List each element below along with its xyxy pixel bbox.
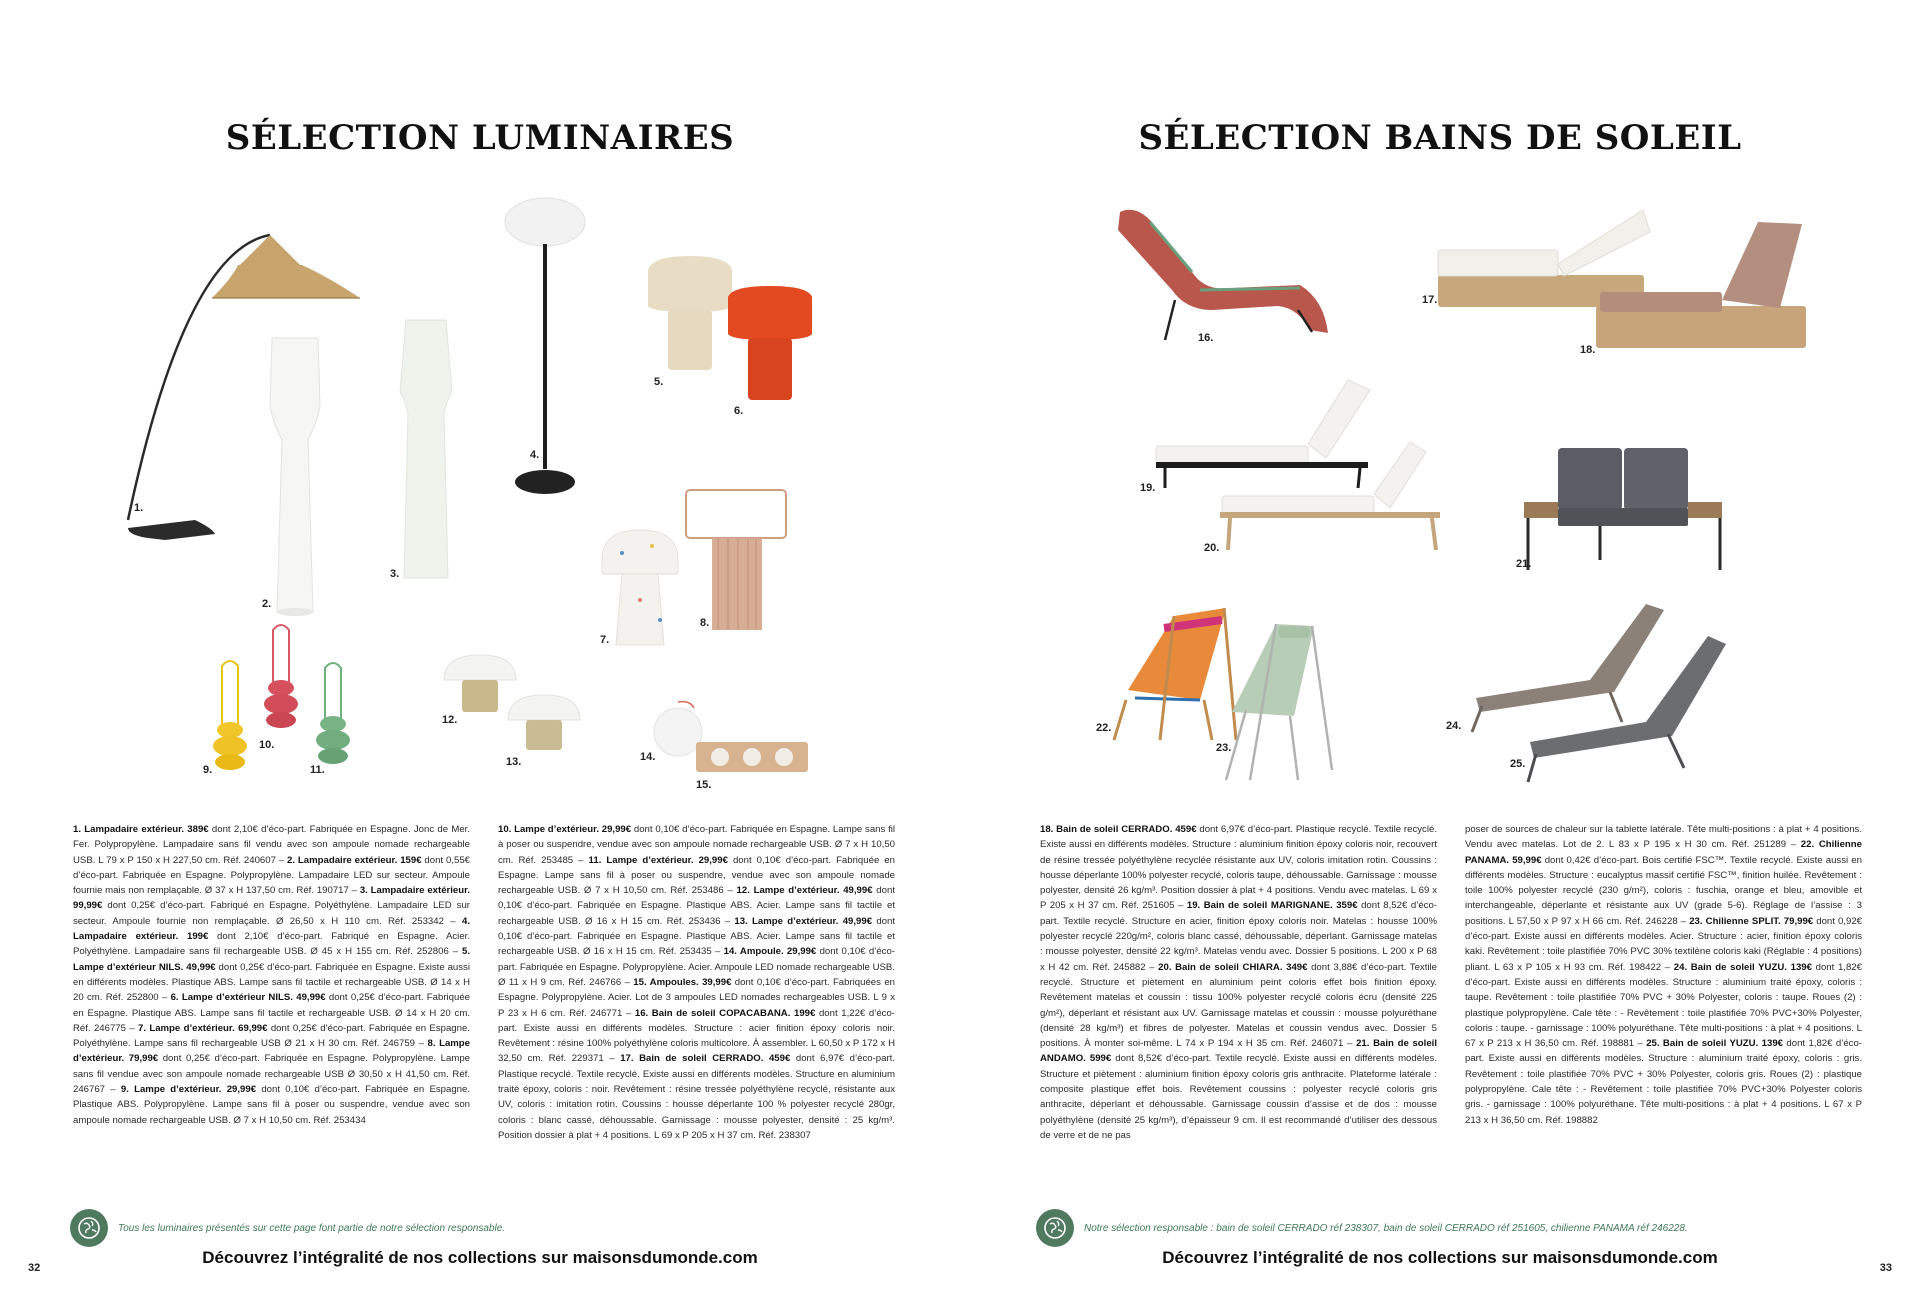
description-column <box>498 822 895 1143</box>
product-heading: 11. Lampe d’extérieur. 29,99€ <box>588 854 728 866</box>
product-number-10: 10. <box>259 739 275 751</box>
product-description: dont 0,10€ d’éco-part. Fabriquée en Espagne. Plastique ABS. Acier. Lampe sans fil tactile et rechargeable USB. Ø 16 x H 15 cm. Réf. 253436 – <box>498 885 895 927</box>
product-heading: 8. Lampe d’extérieur. 79,99€ <box>73 1038 471 1065</box>
description-column <box>1040 822 1437 1143</box>
product-description: dont 0,55€ d’éco-part. Fabriquée en Espagne. Polypropylène. Lampadaire LED sur secteur. Ampoule fournie mais non remplaçable. Ø 37 x H 137,50 cm. Réf. 190717 – <box>73 854 470 897</box>
product-heading: 12. Lampe d’extérieur. 49,99€ <box>736 885 873 897</box>
description-column <box>1465 822 1862 1128</box>
product-number-5: 5. <box>654 376 664 388</box>
product-description: dont 0,10€ d’éco-part. Fabriquée en Espagne. Plastique ABS. Acier. Lampe sans fil tactile et rechargeable USB. Ø 16 x H 15 cm. Réf. 253435 – <box>498 915 895 958</box>
product-description: dont 8,52€ d’éco-part. Textile recyclé. Structure en acier, finition époxy coloris noir. Matelas : housse 100% polyester recyclé 220g/m², coloris blanc cassé, déhoussable, déperlant. Garnissage matelas : mousse polyester, densité 22 kg/m³. Matelas vendu avec. Dossier 5 positions. L 200 x P 68 x H 42 cm. Réf. 245882 – <box>1040 900 1437 973</box>
product-heading: 7. Lampe d’extérieur. 69,99€ <box>137 1022 268 1034</box>
product-description: dont 0,42€ d’éco-part. Bois certifié FSC™. Textile recyclé. Existe aussi en différents modèles. Structure : eucalyptus massif certifié FSC™, finition huilée. Revêtement : toile 100% polyester recyclé (230 g/m²), coloris : fuschia, orange et bleu, amovible et interchangeable, déperlante et résistante aux UV (grade 5-6). Réglage de l’assise : 3 positions. L 57,50 x P 97 x H 66 cm. Réf. 246228 – <box>1465 854 1862 927</box>
product-description: dont 8,52€ d’éco-part. Textile recyclé. Existe aussi en différents modèles. Structure et piètement : aluminium finition époxy coloris gris anthracite. Plateforme latérale : composite plastique effet bois. Revêtement coussins : polyester recyclé coloris gris anthracite, déperlant et déhoussable. Garnissage coussin d’assise et de dos : mousse polyéthylène (densité 25 kg/m³), d’épaisseur 9 cm. Il est recommandé d’utiliser des dessous de verre et de ne pas <box>1040 1053 1437 1141</box>
product-image-24 <box>1472 604 1664 732</box>
product-number-3: 3. <box>390 568 400 580</box>
note-text: Tous les luminaires présentés sur cette page font partie de notre sélection responsable. <box>118 1222 506 1234</box>
product-number-6: 6. <box>734 405 744 417</box>
footer-link-text: Découvrez l’intégralité de nos collections sur maisonsdumonde.com <box>1162 1248 1718 1267</box>
product-image-21 <box>1524 448 1722 570</box>
product-description: dont 1,22€ d’éco-part. Existe aussi en différents modèles. Structure : acier finition époxy coloris noir. Revêtement : résine 100% polyéthylène coloris multicolore. À assembler. L 60,50 x P 172 x H 32,50 cm. Réf. 229371 – <box>498 1007 895 1065</box>
product-description: dont 0,10€ d’éco-part. Fabriquées en Espagne. Polypropylène. Acier. Lot de 3 ampoules LED nomades rechargeables USB. L 9 x P 23 x H 6 cm. Réf. 246771 – <box>498 976 895 1019</box>
product-number-19: 19. <box>1140 482 1156 494</box>
product-heading: 22. Chilienne PANAMA. 59,99€ <box>1465 839 1862 866</box>
product-description: dont 0,10€ d’éco-part. Fabriquée en Espagne. Polypropylène. Acier. Ampoule LED nomade rechargeable USB. Ø 11 x H 9 cm. Réf. 246766 – <box>498 946 895 988</box>
product-description: dont 6,97€ d’éco-part. Plastique recyclé. Textile recyclé. Existe aussi en différents modèles. Structure : aluminium finition époxy coloris noir, recouvert de résine tressée polyéthylène recyclée résistante aux UV, coloris imitation rotin. Coussins : housse déperlante 100% polyester recyclé, coloris taupe, déhoussable. Garnissage : mousse polyester, densité 26 kg/m³. Position dossier à plat + 4 positions. Vendu avec matelas. L 69 x P 205 x H 37 cm. Réf. 251605 – <box>1040 824 1437 912</box>
product-number-4: 4. <box>530 449 540 461</box>
product-number-14: 14. <box>640 751 656 763</box>
product-heading: 20. Bain de soleil CHIARA. 349€ <box>1158 961 1308 973</box>
page-number: 32 <box>28 1262 41 1274</box>
page-title-luminaires: SÉLECTION LUMINAIRES <box>225 118 735 158</box>
product-description: dont 1,82€ d’éco-part. Existe aussi en différents modèles. Structure : aluminium traité époxy, coloris : taupe. Revêtement : toile plastifiée 70% PVC + 30% Polyester, coloris : taupe. Roues (2) : plastique polypropylène. Cale tête : - Revêtement : toile plastifiée 70% PVC+30% Polyester, coloris : taupe. - garnissage : 100% polyuréthane. Tête multi-positions : à plat + 4 positions. L 67 x P 213 x H 36,50 cm. Réf. 198881 – <box>1465 961 1862 1050</box>
product-image-5 <box>648 256 732 370</box>
product-number-16: 16. <box>1198 332 1214 344</box>
responsible-selection-note <box>70 1208 505 1248</box>
product-image-4 <box>505 198 585 494</box>
product-heading: 19. Bain de soleil MARIGNANE. 359€ <box>1186 900 1358 912</box>
product-number-17: 17. <box>1422 294 1438 306</box>
footer-link-text: Découvrez l’intégralité de nos collections sur maisonsdumonde.com <box>202 1248 758 1267</box>
product-image-23 <box>1226 624 1332 780</box>
product-description: dont 0,10€ d’éco-part. Fabriquée en Espagne. Lampe sans fil à poser ou suspendre, vendue avec son ampoule nomade rechargeable USB. Ø 7 x H 10,50 cm. Réf. 253485 – <box>498 824 895 866</box>
product-image-1 <box>128 235 360 540</box>
product-description: dont 0,25€ d’éco-part. Fabriquée en Espagne. Polypropylène. Lampe sans fil vendue avec son ampoule nomade rechargeable USB Ø 30,50 x H 41,50 cm. Réf. 246767 – <box>73 1053 470 1096</box>
product-number-9: 9. <box>203 764 213 776</box>
product-heading: 24. Bain de soleil YUZU. 139€ <box>1673 961 1812 973</box>
product-image-6 <box>728 286 812 400</box>
page-number: 33 <box>1879 1262 1892 1274</box>
product-description: dont 0,25€ d’éco-part. Fabriquée en Espagne. Existe aussi en différents modèles. Plastique ABS. Lampe sans fil tactile et rechargeable USB. Ø 14 x H 20 cm. Réf. 252800 – <box>73 961 470 1004</box>
product-number-22: 22. <box>1096 722 1112 734</box>
product-description: dont 0,25€ d’éco-part. Fabriqué en Espagne. Polyéthylène. Lampadaire LED sur secteur. Ampoule fournie non remplaçable. Ø 26,50 x H 110 cm. Réf. 253342 – <box>73 900 470 927</box>
product-heading: 2. Lampadaire extérieur. 159€ <box>287 854 422 866</box>
product-description: dont 2,10€ d’éco-part. Fabriquée en Espagne. Jonc de Mer. Fer. Polypropylène. Lampadaire sans fil vendu avec son ampoule nomade rechargeable USB. L 79 x P 150 x H 227,50 cm. Réf. 240607 – <box>73 824 470 866</box>
product-heading: 21. Bain de soleil ANDAMO. 599€ <box>1040 1038 1437 1065</box>
sunbeds-illustrations <box>960 0 1920 800</box>
product-number-2: 2. <box>262 598 272 610</box>
product-image-22 <box>1114 608 1236 740</box>
product-image-10 <box>264 625 298 728</box>
product-image-16 <box>1118 210 1328 340</box>
product-heading: 9. Lampe d’extérieur. 29,99€ <box>120 1084 257 1096</box>
product-heading: 15. Ampoules. 39,99€ <box>633 976 732 988</box>
product-description: poser de sources de chaleur sur la tablette latérale. Tête multi-positions : à plat + 4 positions. Vendu avec matelas. Lot de 2. L 83 x P 195 x H 30 cm. Réf. 251289 – <box>1465 824 1862 851</box>
product-heading: 18. Bain de soleil CERRADO. 459€ <box>1040 824 1197 835</box>
product-description: dont 6,97€ d’éco-part. Plastique recyclé. Textile recyclé. Existe aussi en différents modèles. Structure en aluminium traité époxy, coloris : noir. Revêtement : résine tressée polyéthylène recyclé, résistante aux UV, coloris : imitation rotin. Coussins : housse déperlante 100 % polyester recyclé 280gr, coloris : blanc cassé, déhoussable. Garnissage : mousse polyester, densité : 25 kg/m³. Position dossier à plat + 4 positions. L 69 x P 205 x H 37 cm. Réf. 238307 <box>498 1053 895 1141</box>
product-number-1: 1. <box>134 502 144 514</box>
product-number-12: 12. <box>442 714 458 726</box>
product-number-15: 15. <box>696 779 712 791</box>
product-number-13: 13. <box>506 756 522 768</box>
product-number-20: 20. <box>1204 542 1220 554</box>
eco-globe-icon <box>70 1209 108 1247</box>
product-heading: 5. Lampe d’extérieur NILS. 49,99€ <box>73 946 470 973</box>
product-heading: 17. Bain de soleil CERRADO. 459€ <box>620 1053 791 1065</box>
product-number-11: 11. <box>310 764 325 776</box>
page-right <box>960 0 1920 1296</box>
product-description: dont 0,10€ d’éco-part. Fabriquée en Espagne. Lampe sans fil à poser ou suspendre, vendue avec son ampoule nomade rechargeable USB. Ø 7 x H 10,50 cm. Réf. 253486 – <box>498 854 895 897</box>
page-title-bains-de-soleil: SÉLECTION BAINS DE SOLEIL <box>1138 118 1742 158</box>
product-description: dont 0,25€ d’éco-part. Fabriquée en Espagne. Polyéthylène. Lampe sans fil rechargeable USB Ø 21 x H 30 cm. Réf. 246759 – <box>73 1022 470 1050</box>
product-heading: 4. Lampadaire extérieur. 199€ <box>73 915 470 943</box>
product-image-8 <box>686 490 786 630</box>
responsible-selection-note <box>1036 1208 1688 1248</box>
product-number-21: 21. <box>1516 558 1532 570</box>
product-number-23: 23. <box>1216 742 1232 754</box>
eco-globe-icon <box>1036 1209 1074 1247</box>
luminaires-illustrations <box>0 0 960 800</box>
description-column <box>73 822 470 1128</box>
product-image-12 <box>444 655 516 712</box>
product-image-14 <box>654 702 702 756</box>
product-description: dont 3,88€ d’éco-part. Textile recyclé. Structure et piètement en aluminium peint coloris effet bois finition époxy. Revêtement matelas et coussin : tissu 100% polyester recyclé coloris écru (densité 225 g/m²), déperlant et résistant aux UV. Garnissage matelas et coussin : mousse polyuréthane (densité 28 kg/m³) et fibres de polyester. Matelas et coussin vendus avec. Dossier 5 positions. À monter soi-même. L 74 x P 194 x H 35 cm. Réf. 246071 – <box>1040 961 1437 1050</box>
product-description: dont 1,82€ d’éco-part. Existe aussi en différents modèles. Structure : aluminium traité époxy, coloris : gris. Revêtement : toile plastifiée 70% PVC + 30% Polyester, coloris gris. Roues (2) : plastique polypropylène. Cale tête : - Revêtement : toile plastifiée 70% PVC+30% Polyester coloris gris. - garnissage : 100% polyuréthane. Tête multi-positions : à plat + 4 positions. L 67 x P 213 x H 36,50 cm. Réf. 198882 <box>1465 1038 1862 1126</box>
product-image-7 <box>602 530 678 645</box>
product-number-24: 24. <box>1446 720 1462 732</box>
product-heading: 13. Lampe d’extérieur. 49,99€ <box>734 915 873 927</box>
product-number-8: 8. <box>700 617 710 629</box>
product-image-3 <box>400 320 452 578</box>
product-heading: 10. Lampe d’extérieur. 29,99€ <box>498 824 632 835</box>
product-description: dont 2,10€ d’éco-part. Fabriqué en Espagne. Acier. Polyéthylène. Lampadaire sans fil rechargeable USB. Ø 45 x H 155 cm. Réf. 252806 – <box>73 931 470 958</box>
product-number-7: 7. <box>600 634 610 646</box>
product-heading: 1. Lampadaire extérieur. 389€ <box>73 824 209 835</box>
product-heading: 3. Lampadaire extérieur. 99,99€ <box>73 885 470 912</box>
product-image-11 <box>316 663 350 764</box>
product-heading: 16. Bain de soleil COPACABANA. 199€ <box>634 1007 816 1019</box>
product-image-9 <box>213 661 247 770</box>
product-image-2 <box>270 338 320 616</box>
product-image-19 <box>1156 380 1370 488</box>
product-image-15 <box>696 742 808 772</box>
product-heading: 23. Chilienne SPLIT. 79,99€ <box>1689 915 1814 927</box>
product-description: dont 0,25€ d’éco-part. Fabriquée en Espagne. Plastique ABS. Lampe sans fil tactile et rechargeable USB. Ø 14 x H 20 cm. Réf. 246775 – <box>73 992 470 1034</box>
product-number-18: 18. <box>1580 344 1596 356</box>
product-description: dont 0,92€ d’éco-part. Existe aussi en différents modèles. Acier. Structure : acier, finition époxy coloris kaki. Revêtement : toile plastifiée 70% PVC 30% textilène coloris kaki (Réglable : 4 positions) pliant. L 63 x P 105 x H 93 cm. Réf. 198422 – <box>1465 915 1863 973</box>
product-description: dont 0,10€ d’éco-part. Fabriquée en Espagne. Plastique ABS. Polypropylène. Lampe sans fil à poser ou suspendre, vendue avec son ampoule nomade rechargeable USB. Ø 7 x H 10,50 cm. Réf. 253434 <box>73 1084 470 1126</box>
product-heading: 25. Bain de soleil YUZU. 139€ <box>1646 1038 1783 1050</box>
product-heading: 6. Lampe d’extérieur NILS. 49,99€ <box>170 992 326 1004</box>
product-number-25: 25. <box>1510 758 1526 770</box>
note-text: Notre sélection responsable : bain de soleil CERRADO réf 238307, bain de soleil CERRADO réf 251605, chilienne PANAMA réf 246228. <box>1084 1222 1688 1234</box>
product-heading: 14. Ampoule. 29,99€ <box>723 946 817 958</box>
product-image-13 <box>508 695 580 750</box>
